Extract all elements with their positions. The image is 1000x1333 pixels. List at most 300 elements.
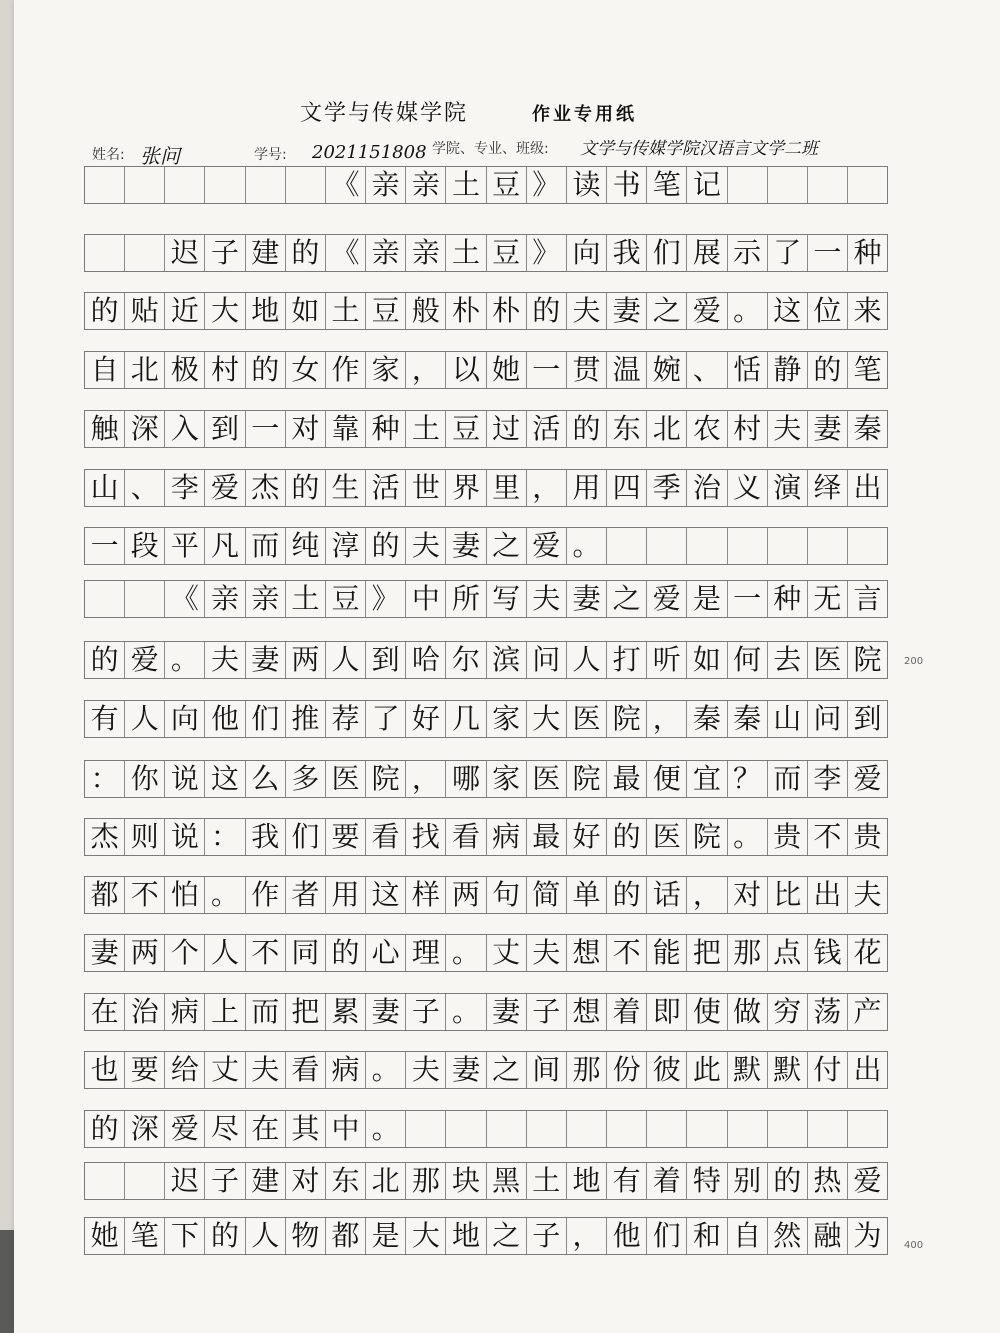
grid-cell [85,235,125,271]
grid-cell: 亲 [406,167,446,203]
grid-cell: 迟 [165,235,205,271]
grid-cell: 花 [853,936,882,969]
grid-cell: 治 [687,470,727,506]
grid-cell [647,528,687,564]
grid-cell: 界 [446,470,486,506]
grid-row [84,760,888,798]
grid-cell: 平 [165,528,205,564]
grid-cell: 荐 [326,701,366,737]
grid-cell: 人 [567,642,607,678]
grid-cell: 使 [687,994,727,1030]
grid-cell: 不 [246,935,286,971]
grid-row [84,351,888,389]
grid-cell: 读 [567,167,607,203]
grid-cell: 亲 [205,581,245,617]
grid-cell: 般 [406,293,446,329]
grid-row [84,934,888,972]
grid-cell: 世 [406,470,446,506]
grid-cell: 也 [85,1052,125,1088]
grid-cell: 最 [607,761,647,797]
grid-cell: 近 [165,293,205,329]
grid-cell: 问 [527,642,567,678]
grid-cell: 土 [446,167,486,203]
grid-cell: 简 [527,877,567,913]
grid-cell: 听 [647,642,687,678]
grid-cell: 子 [406,994,446,1030]
grid-cell: 。 [567,528,607,564]
grid-cell: 、 [687,352,727,388]
grid-cell: 两 [125,935,165,971]
grid-cell: 累 [326,994,366,1030]
grid-cell: 之 [487,1052,527,1088]
grid-cell: 间 [527,1052,567,1088]
grid-cell: 东 [607,411,647,447]
grid-cell: 子 [527,994,567,1030]
grid-cell: 爱 [853,1164,882,1197]
grid-cell: 夫 [205,642,245,678]
grid-cell [728,528,768,564]
grid-row [84,993,888,1031]
grid-cell: 着 [607,994,647,1030]
grid-cell: 那 [567,1052,607,1088]
grid-cell: 东 [326,1163,366,1199]
grid-cell: 看 [446,819,486,855]
class-label: 学院、专业、班级: [432,141,549,157]
grid-cell: 的 [527,293,567,329]
grid-cell: 、 [125,470,165,506]
grid-cell [125,581,165,617]
grid-cell: 记 [687,167,727,203]
grid-cell: 演 [768,470,808,506]
grid-cell [768,528,808,564]
grid-cell: 心 [366,935,406,971]
grid-cell [125,235,165,271]
grid-cell: 夫 [567,293,607,329]
grid-cell: 土 [446,235,486,271]
grid-cell: 医 [326,761,366,797]
grid-cell: 家 [366,352,406,388]
grid-cell: 爱 [165,1111,205,1147]
grid-row [84,641,888,679]
grid-cell: 亲 [246,581,286,617]
grid-cell: 对 [728,877,768,913]
grid-cell: 话 [647,877,687,913]
grid-cell: 展 [687,235,727,271]
grid-cell: 默 [768,1052,808,1088]
grid-cell: 写 [487,581,527,617]
grid-cell: 贴 [125,293,165,329]
grid-cell: 贵 [853,820,882,853]
grid-cell: 做 [728,994,768,1030]
grid-cell: 》 [527,235,567,271]
grid-cell: 。 [728,819,768,855]
grid-row [84,1110,888,1148]
grid-cell: 看 [366,819,406,855]
grid-cell: 上 [205,994,245,1030]
page-title: 文学与传媒学院 [300,101,469,126]
grid-cell: 如 [286,293,326,329]
grid-cell: ？ [728,761,768,797]
grid-cell: 而 [246,994,286,1030]
grid-cell: 言 [853,582,882,615]
grid-cell: 向 [165,701,205,737]
grid-cell: 爱 [527,528,567,564]
grid-cell: 他 [205,701,245,737]
grid-cell [607,528,647,564]
grid-cell: 豆 [326,581,366,617]
grid-cell: 妻 [808,411,848,447]
grid-row [84,876,888,914]
grid-cell: 荡 [808,994,848,1030]
grid-cell: 能 [647,935,687,971]
grid-cell: 的 [366,528,406,564]
grid-cell: 妻 [607,293,647,329]
grid-cell: 地 [246,293,286,329]
grid-cell: 对 [286,1163,326,1199]
grid-cell: 丈 [205,1052,245,1088]
grid-cell: 村 [205,352,245,388]
grid-cell: 治 [125,994,165,1030]
grid-cell: 》 [366,581,406,617]
grid-cell [607,1111,647,1147]
grid-cell: 们 [246,701,286,737]
grid-cell [205,167,245,203]
grid-cell [768,167,808,203]
grid-cell: 的 [286,235,326,271]
grid-cell: 之 [647,293,687,329]
margin-count-400: 400 [904,1240,924,1251]
grid-cell: 迟 [165,1163,205,1199]
grid-cell [446,1111,486,1147]
grid-cell: 份 [607,1052,647,1088]
grid-cell: 一 [85,528,125,564]
grid-cell: 凡 [205,528,245,564]
grid-cell: 多 [286,761,326,797]
grid-row [84,527,888,565]
grid-cell: 的 [607,877,647,913]
grid-row [84,1162,888,1200]
margin-count-200: 200 [904,656,924,667]
grid-cell: 温 [607,352,647,388]
grid-row [84,410,888,448]
grid-cell: 点 [768,935,808,971]
grid-cell: 婉 [647,352,687,388]
grid-cell: 李 [808,761,848,797]
grid-cell: 位 [808,293,848,329]
grid-cell: 这 [205,761,245,797]
grid-cell: 北 [366,1163,406,1199]
grid-cell: ， [406,352,446,388]
grid-cell: 者 [286,877,326,913]
grid-cell: 亲 [366,167,406,203]
grid-cell: 北 [647,411,687,447]
grid-cell: 之 [487,1218,527,1254]
grid-cell: 两 [446,877,486,913]
grid-cell: 夫 [406,528,446,564]
grid-cell: 默 [728,1052,768,1088]
grid-cell: 中 [406,581,446,617]
grid-cell: 了 [366,701,406,737]
grid-cell [728,1111,768,1147]
grid-cell: 把 [687,935,727,971]
grid-cell: 夫 [527,935,567,971]
grid-cell: 女 [286,352,326,388]
grid-cell: 人 [326,642,366,678]
grid-row [84,700,888,738]
grid-cell: 个 [165,935,205,971]
grid-cell: 医 [567,701,607,737]
grid-cell: 过 [487,411,527,447]
grid-cell: 问 [808,701,848,737]
grid-cell: 们 [647,1218,687,1254]
grid-cell: 尽 [205,1111,245,1147]
grid-cell [808,167,848,203]
grid-cell: 有 [85,701,125,737]
grid-cell: 病 [165,994,205,1030]
grid-cell: 深 [125,411,165,447]
grid-cell: 地 [446,1218,486,1254]
grid-cell: 滨 [487,642,527,678]
grid-cell: 物 [286,1218,326,1254]
grid-cell: 李 [165,470,205,506]
grid-cell: 都 [326,1218,366,1254]
grid-cell: 笔 [853,353,882,386]
grid-cell: 。 [446,994,486,1030]
grid-cell: 朴 [446,293,486,329]
grid-cell: 对 [286,411,326,447]
grid-cell: 要 [326,819,366,855]
grid-cell: 尔 [446,642,486,678]
grid-cell: 她 [85,1218,125,1254]
grid-cell: 活 [366,470,406,506]
id-value: 2021151808 [312,142,427,163]
grid-cell: 给 [165,1052,205,1088]
grid-cell: 病 [326,1052,366,1088]
grid-cell: 几 [446,701,486,737]
table-edge-shadow [0,1230,14,1333]
grid-cell: 《 [326,167,366,203]
grid-cell: 的 [246,352,286,388]
id-label: 学号: [254,147,287,163]
grid-cell: 是 [687,581,727,617]
grid-cell: 么 [246,761,286,797]
grid-cell: 北 [125,352,165,388]
grid-cell: 亲 [406,235,446,271]
grid-cell: 都 [85,877,125,913]
grid-cell: 在 [85,994,125,1030]
grid-row [84,1051,888,1089]
grid-cell: 秦 [728,701,768,737]
grid-cell: 说 [165,819,205,855]
grid-cell: 爱 [687,293,727,329]
grid-cell: 的 [205,1218,245,1254]
grid-cell: 出 [808,877,848,913]
grid-cell: 是 [366,1218,406,1254]
grid-cell: 的 [286,470,326,506]
grid-cell: 豆 [446,411,486,447]
grid-cell: 想 [567,994,607,1030]
grid-cell: 此 [687,1052,727,1088]
grid-cell [567,1111,607,1147]
grid-cell: 贯 [567,352,607,388]
grid-cell: 怕 [165,877,205,913]
grid-cell: 医 [808,642,848,678]
grid-cell: 那 [728,935,768,971]
grid-cell: 院 [366,761,406,797]
grid-cell: 别 [728,1163,768,1199]
grid-cell: 家 [487,701,527,737]
grid-cell: 极 [165,352,205,388]
grid-cell: 这 [768,293,808,329]
grid-cell: 们 [647,235,687,271]
grid-cell: 两 [286,642,326,678]
grid-cell: 为 [853,1219,882,1252]
grid-cell: 哈 [406,642,446,678]
grid-cell: ， [687,877,727,913]
grid-cell: 一 [246,411,286,447]
grid-cell: 爱 [853,762,882,795]
grid-cell: 的 [85,1111,125,1147]
grid-cell: 《 [165,581,205,617]
grid-cell: 块 [446,1163,486,1199]
grid-cell: 要 [125,1052,165,1088]
grid-cell: 妻 [446,528,486,564]
grid-cell [125,1163,165,1199]
grid-cell: 山 [768,701,808,737]
grid-cell [125,167,165,203]
grid-cell: 我 [607,235,647,271]
grid-cell: 大 [205,293,245,329]
grid-cell: 。 [366,1052,406,1088]
grid-cell: 村 [728,411,768,447]
grid-cell: 土 [286,581,326,617]
grid-cell: 院 [607,701,647,737]
grid-cell: 的 [768,1163,808,1199]
grid-cell: 。 [446,935,486,971]
grid-cell: 样 [406,877,446,913]
grid-cell: 而 [768,761,808,797]
grid-cell: 妻 [487,994,527,1030]
grid-cell: 人 [125,701,165,737]
grid-cell: 不 [125,877,165,913]
grid-cell: 自 [85,352,125,388]
grid-cell: 。 [366,1111,406,1147]
grid-cell: 豆 [366,293,406,329]
grid-cell [487,1111,527,1147]
grid-cell [848,1111,887,1147]
page-subtitle: 作业专用纸 [532,104,637,125]
grid-cell: 院 [687,819,727,855]
grid-cell: 推 [286,701,326,737]
grid-cell: 妻 [85,935,125,971]
grid-cell [848,528,887,564]
grid-row [84,1217,888,1255]
grid-cell: 夫 [406,1052,446,1088]
grid-cell: 大 [406,1218,446,1254]
grid-cell: 他 [607,1218,647,1254]
grid-cell: 触 [85,411,125,447]
grid-cell: 哪 [446,761,486,797]
grid-cell: 子 [205,1163,245,1199]
grid-cell: 然 [768,1218,808,1254]
grid-cell: 入 [165,411,205,447]
grid-cell: 的 [326,935,366,971]
grid-cell: 纯 [286,528,326,564]
grid-cell: 产 [853,995,882,1028]
name-label: 姓名: [92,147,125,163]
grid-cell: 大 [527,701,567,737]
grid-cell: 农 [687,411,727,447]
grid-cell: 我 [246,819,286,855]
grid-cell: 无 [808,581,848,617]
grid-cell: 找 [406,819,446,855]
grid-cell: 下 [165,1218,205,1254]
grid-cell: 们 [286,819,326,855]
grid-cell: 了 [768,235,808,271]
grid-cell: 子 [205,235,245,271]
grid-cell: 比 [768,877,808,913]
grid-cell: 她 [487,352,527,388]
grid-cell: 夫 [768,411,808,447]
grid-cell: 》 [527,167,567,203]
grid-cell [406,1111,446,1147]
grid-cell: 杰 [246,470,286,506]
grid-cell: 。 [205,877,245,913]
grid-cell: 种 [853,236,882,269]
grid-cell: ： [85,761,125,797]
grid-cell: 这 [366,877,406,913]
grid-cell: 里 [487,470,527,506]
grid-cell: 同 [286,935,326,971]
grid-cell: 夫 [246,1052,286,1088]
grid-cell: 家 [487,761,527,797]
grid-cell: 的 [567,411,607,447]
grid-cell: 子 [527,1218,567,1254]
grid-cell: 黑 [487,1163,527,1199]
grid-cell: 笔 [125,1218,165,1254]
grid-cell [85,167,125,203]
grid-cell: 来 [853,294,882,327]
grid-cell: 作 [326,352,366,388]
grid-cell: 妻 [366,994,406,1030]
grid-cell: 即 [647,994,687,1030]
grid-cell: ， [527,470,567,506]
grid-cell [687,528,727,564]
grid-cell: 豆 [487,235,527,271]
grid-cell: 病 [487,819,527,855]
grid-cell: 贵 [768,819,808,855]
grid-row [84,166,888,204]
grid-cell: 以 [446,352,486,388]
grid-cell: 到 [205,411,245,447]
grid-cell: 丈 [487,935,527,971]
grid-cell: 淳 [326,528,366,564]
grid-cell: 之 [607,581,647,617]
grid-cell: 何 [728,642,768,678]
grid-cell: 生 [326,470,366,506]
grid-cell: 。 [165,642,205,678]
grid-cell: 示 [728,235,768,271]
grid-cell: 医 [647,819,687,855]
grid-cell [647,1111,687,1147]
grid-cell: 着 [647,1163,687,1199]
grid-cell: 爱 [205,470,245,506]
grid-cell: 一 [728,581,768,617]
grid-cell [808,1111,848,1147]
grid-cell: 单 [567,877,607,913]
grid-cell: 夫 [527,581,567,617]
grid-cell: 朴 [487,293,527,329]
